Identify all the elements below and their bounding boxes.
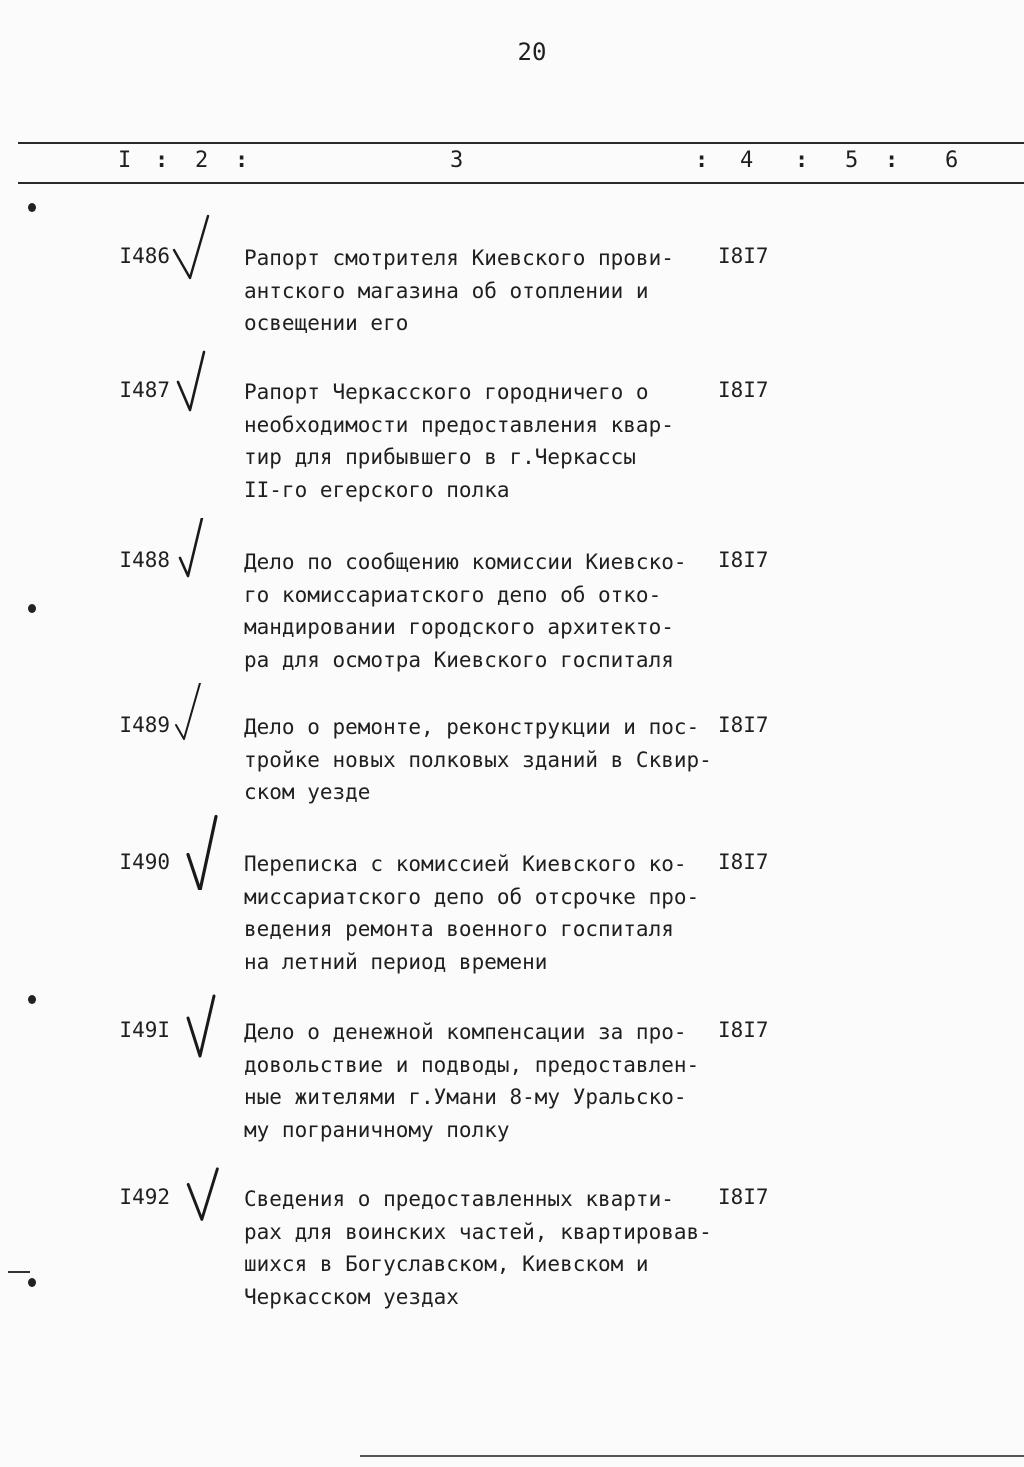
entry-description [244,1183,714,1313]
checkmark-icon [170,214,220,284]
bottom-rule [360,1455,1024,1457]
entry-description [244,376,714,506]
description-line: ные жителями г.Умани 8-му Уральско- [244,1085,687,1109]
entry-description [244,242,714,340]
column-header-4: 4 [740,148,754,173]
checkmark-icon [170,518,220,588]
punch-hole-mark [28,203,36,212]
column-separator: : [795,148,809,173]
description-line: Дело по сообщению комиссии Киевско- [244,550,687,574]
punch-hole-mark [28,604,36,613]
entry-year: I8I7 [718,1018,769,1042]
column-header-3: 3 [450,148,464,173]
column-header-2: 2 [195,148,209,173]
description-line: Рапорт смотрителя Киевского прови- [244,246,674,270]
description-line: Сведения о предоставленных кварти- [244,1187,674,1211]
margin-stroke [8,1271,30,1273]
description-line: го комиссариатского депо об отко- [244,582,662,607]
description-line: довольствие и подводы, предоставлен- [244,1052,700,1077]
entry-year: I8I7 [718,548,769,572]
header-rule-top [18,142,1024,144]
description-line: миссариатского депо об отсрочке про- [244,884,700,909]
checkmark-icon [170,348,220,418]
column-separator: : [695,148,709,173]
description-line: Рапорт Черкасского городничего о [244,380,649,404]
description-line: мандировании городского архитекто- [244,615,674,639]
entry-number: I492 [119,1185,170,1209]
description-line: необходимости предоставления квар- [244,412,674,437]
column-header-6: 6 [945,148,959,173]
description-line: тройке новых полковых зданий в Сквир- [244,747,712,772]
entry-year: I8I7 [718,850,769,874]
description-line: ра для осмотра Киевского госпиталя [244,647,674,672]
header-rule-bottom [18,182,1024,184]
column-separator: : [155,148,169,173]
page-number: 20 [517,38,547,66]
description-line: шихся в Богуславском, Киевском и [244,1252,649,1276]
punch-hole-mark [28,995,36,1004]
entry-year: I8I7 [718,1185,769,1209]
punch-hole-mark [28,1278,36,1287]
description-line: тир для прибывшего в г.Черкассы [244,445,636,469]
description-line: на летний период времени [244,949,548,974]
column-separator: : [885,148,899,173]
entry-number: I488 [119,548,170,572]
entry-number: I489 [119,713,170,737]
description-line: Дело о ремонте, реконструкции и пос- [244,715,700,739]
description-line: освещении его [244,311,409,335]
checkmark-icon [170,1165,220,1233]
column-header-5: 5 [845,148,859,173]
description-line: антского магазина об отоплении и [244,278,649,303]
description-line: ском уезде [244,780,371,804]
entry-year: I8I7 [718,244,769,268]
entry-number: I490 [119,850,170,874]
entry-description [244,848,714,978]
description-line: рах для воинских частей, квартировав- [244,1219,712,1244]
checkmark-icon [170,988,220,1066]
entry-number: I486 [119,244,170,268]
entry-year: I8I7 [718,378,769,402]
entry-number: I49I [119,1018,170,1042]
entry-description [244,711,714,809]
entry-description [244,1016,714,1146]
entry-number: I487 [119,378,170,402]
description-line: му пограничному полку [244,1117,510,1142]
description-line: Дело о денежной компенсации за про- [244,1020,687,1044]
column-header-1: I [118,148,132,173]
description-line: ведения ремонта военного госпиталя [244,917,674,941]
checkmark-icon [170,683,220,753]
checkmark-icon [170,805,220,890]
entry-description [244,546,714,676]
description-line: Переписка с комиссией Киевского ко- [244,852,687,876]
column-separator: : [235,148,249,173]
entry-year: I8I7 [718,713,769,737]
description-line: Черкасском уездах [244,1284,459,1309]
description-line: II-го егерского полка [244,477,510,502]
